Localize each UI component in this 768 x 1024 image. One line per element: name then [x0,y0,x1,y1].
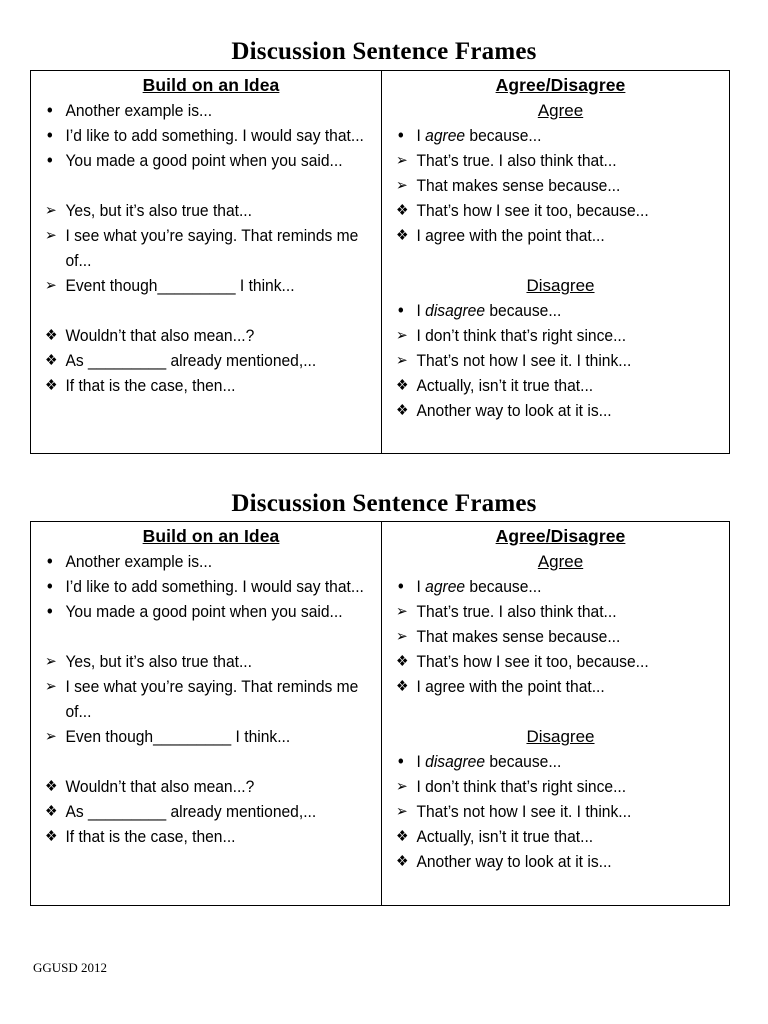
list-item: ➢ That makes sense because... [396,173,726,198]
diamond-icon: ❖ [45,803,58,820]
arrow-icon: ➢ [396,152,408,169]
list-item: ❖ I agree with the point that... [396,223,726,248]
diamond-icon: ❖ [396,653,409,670]
agree-list [396,123,725,248]
list-item: • Another example is... [45,98,378,123]
build-list [45,323,377,398]
column-heading: Agree/Disagree [495,75,626,95]
diamond-icon: ❖ [396,853,409,870]
bullet-icon: • [397,576,404,596]
arrow-icon: ➢ [396,603,408,620]
diamond-icon: ❖ [396,227,409,244]
build-on-idea-column [31,71,382,453]
bullet-icon: • [46,125,53,145]
arrow-icon: ➢ [45,728,57,745]
diamond-icon: ❖ [396,377,409,394]
agree-disagree-column [382,522,729,905]
list-item: ❖ That’s how I see it too, because... [396,649,726,674]
diamond-icon: ❖ [45,828,58,845]
list-item: ➢ That’s not how I see it. I think... [396,799,726,824]
list-item: ➢ I see what you’re saying. That reminds me of... [45,223,378,273]
bullet-icon: • [46,551,53,571]
arrow-icon: ➢ [396,628,408,645]
list-item: ❖ As _________ already mentioned,... [45,348,378,373]
agree-heading: Agree [537,101,584,120]
list-item: ➢ I see what you’re saying. That reminds me of... [45,674,378,724]
disagree-list [396,298,725,423]
arrow-icon: ➢ [396,803,408,820]
arrow-icon: ➢ [45,277,57,294]
bullet-icon: • [397,300,404,320]
frame-title: Discussion Sentence Frames [231,490,537,517]
list-item: ➢ Yes, but it’s also true that... [45,198,378,223]
list-item: • I agree because... [396,574,726,599]
list-item: ➢ I don’t think that’s right since... [396,323,726,348]
list-item: ➢ I don’t think that’s right since... [396,774,726,799]
list-item: ❖ As _________ already mentioned,... [45,799,378,824]
list-item: ➢ Even though_________ I think... [45,724,378,749]
list-item: ❖ Actually, isn’t it true that... [396,373,726,398]
list-item: ❖ Another way to look at it is... [396,849,726,874]
column-heading: Agree/Disagree [495,526,626,546]
bullet-icon: • [46,601,53,621]
list-item: ➢ That’s not how I see it. I think... [396,348,726,373]
diamond-icon: ❖ [45,377,58,394]
list-item: • I disagree because... [396,749,726,774]
build-list [45,549,377,624]
build-list [45,649,377,749]
list-item: ❖ I agree with the point that... [396,674,726,699]
list-item: ❖ Actually, isn’t it true that... [396,824,726,849]
list-item: ❖ Wouldn’t that also mean...? [45,774,378,799]
agree-list [396,574,725,699]
list-item: ❖ Another way to look at it is... [396,398,726,423]
list-item: ➢ That makes sense because... [396,624,726,649]
arrow-icon: ➢ [396,352,408,369]
agree-disagree-column [382,71,729,453]
sentence-frames-table [30,521,730,906]
arrow-icon: ➢ [45,678,57,695]
bullet-icon: • [46,576,53,596]
list-item: ➢ That’s true. I also think that... [396,599,726,624]
bullet-icon: • [397,125,404,145]
list-item: • You made a good point when you said... [45,599,378,624]
diamond-icon: ❖ [396,202,409,219]
list-item: ❖ That’s how I see it too, because... [396,198,726,223]
list-item: • I agree because... [396,123,726,148]
build-on-idea-column [31,522,382,905]
agree-heading: Agree [537,552,584,571]
list-item: • You made a good point when you said... [45,148,378,173]
list-item: • Another example is... [45,549,378,574]
list-item: • I’d like to add something. I would say that... [45,123,378,148]
arrow-icon: ➢ [396,327,408,344]
disagree-list [396,749,725,874]
list-item: ➢ That’s true. I also think that... [396,148,726,173]
list-item: ➢ Event though_________ I think... [45,273,378,298]
diamond-icon: ❖ [45,778,58,795]
list-item: ❖ Wouldn’t that also mean...? [45,323,378,348]
bullet-icon: • [46,100,53,120]
bullet-icon: • [397,751,404,771]
column-heading: Build on an Idea [142,75,280,95]
diamond-icon: ❖ [45,327,58,344]
list-item: ➢ Yes, but it’s also true that... [45,649,378,674]
bullet-icon: • [46,150,53,170]
build-list [45,98,377,173]
footer-text: GGUSD 2012 [33,960,108,975]
list-item: • I’d like to add something. I would say that... [45,574,378,599]
build-list [45,774,377,849]
arrow-icon: ➢ [45,202,57,219]
arrow-icon: ➢ [45,227,57,244]
arrow-icon: ➢ [45,653,57,670]
list-item: ❖ If that is the case, then... [45,373,378,398]
column-heading: Build on an Idea [142,526,280,546]
frame-title: Discussion Sentence Frames [231,38,537,65]
build-list [45,198,377,298]
list-item: ❖ If that is the case, then... [45,824,378,849]
arrow-icon: ➢ [396,177,408,194]
disagree-heading: Disagree [526,276,595,295]
diamond-icon: ❖ [396,828,409,845]
arrow-icon: ➢ [396,778,408,795]
disagree-heading: Disagree [526,727,595,746]
diamond-icon: ❖ [45,352,58,369]
diamond-icon: ❖ [396,402,409,419]
sentence-frames-table [30,70,730,454]
list-item: • I disagree because... [396,298,726,323]
diamond-icon: ❖ [396,678,409,695]
